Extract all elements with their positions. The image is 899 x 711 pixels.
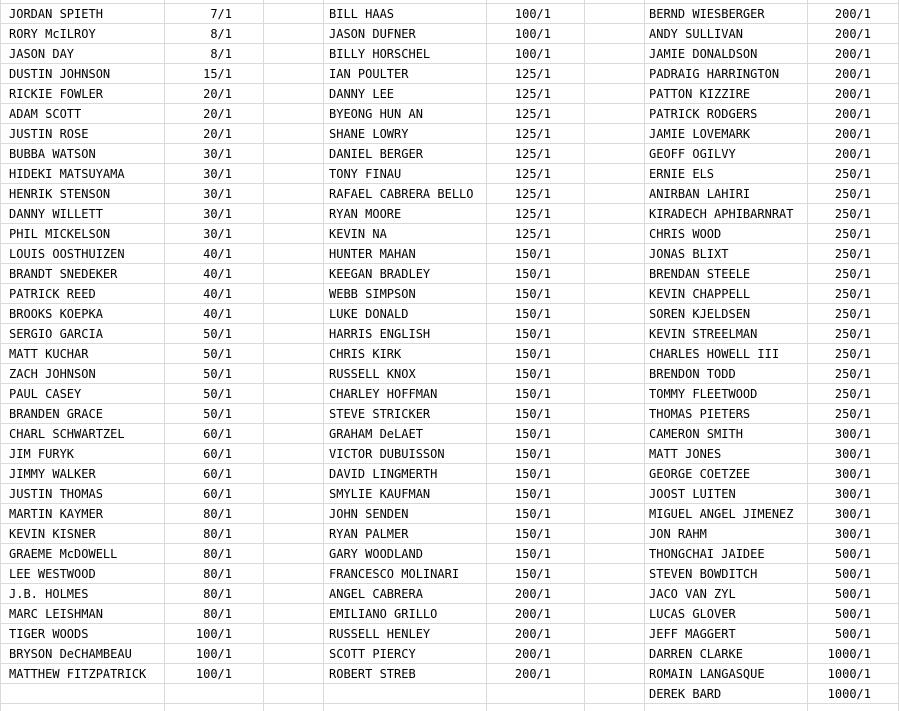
cell-odds[interactable]: 150/1 (514, 387, 551, 401)
cell-odds[interactable]: 150/1 (514, 567, 551, 581)
cell-player-name[interactable]: CHRIS WOOD (649, 227, 722, 241)
cell-player-name[interactable]: HARRIS ENGLISH (329, 327, 431, 341)
cell-player-name[interactable]: THOMAS PIETERS (649, 407, 751, 421)
cell-odds[interactable]: 200/1 (514, 647, 551, 661)
cell-odds[interactable]: 150/1 (514, 267, 551, 281)
cell-player-name[interactable]: LEE WESTWOOD (9, 567, 96, 581)
cell-player-name[interactable]: CHARLES HOWELL III (649, 347, 780, 361)
cell-player-name[interactable]: TONY FINAU (329, 167, 402, 181)
cell-player-name[interactable]: ADAM SCOTT (9, 107, 82, 121)
cell-odds[interactable]: 50/1 (203, 387, 232, 401)
cell-player-name[interactable]: JONAS BLIXT (649, 247, 729, 261)
cell-odds[interactable]: 150/1 (514, 367, 551, 381)
cell-player-name[interactable]: LUCAS GLOVER (649, 607, 736, 621)
cell-odds[interactable]: 150/1 (514, 467, 551, 481)
cell-odds[interactable]: 50/1 (203, 327, 232, 341)
cell-player-name[interactable]: MARC LEISHMAN (9, 607, 103, 621)
cell-odds[interactable]: 200/1 (834, 127, 871, 141)
cell-odds[interactable]: 20/1 (203, 87, 232, 101)
cell-player-name[interactable]: MARTIN KAYMER (9, 507, 103, 521)
cell-odds[interactable]: 200/1 (514, 607, 551, 621)
cell-odds[interactable]: 80/1 (203, 607, 232, 621)
cell-odds[interactable]: 30/1 (203, 147, 232, 161)
cell-odds[interactable]: 250/1 (834, 267, 871, 281)
cell-odds[interactable]: 200/1 (834, 87, 871, 101)
cell-odds[interactable]: 30/1 (203, 187, 232, 201)
cell-player-name[interactable]: CHARLEY HOFFMAN (329, 387, 438, 401)
cell-odds[interactable]: 500/1 (834, 547, 871, 561)
cell-odds[interactable]: 200/1 (514, 587, 551, 601)
cell-player-name[interactable]: DANIEL BERGER (329, 147, 423, 161)
cell-odds[interactable]: 150/1 (514, 347, 551, 361)
cell-player-name[interactable]: CAMERON SMITH (649, 427, 743, 441)
cell-player-name[interactable]: GARY WOODLAND (329, 547, 423, 561)
cell-odds[interactable]: 125/1 (514, 167, 551, 181)
cell-player-name[interactable]: DUSTIN JOHNSON (9, 67, 111, 81)
cell-odds[interactable]: 8/1 (210, 47, 232, 61)
cell-player-name[interactable]: GEOFF OGILVY (649, 147, 736, 161)
cell-player-name[interactable]: RUSSELL HENLEY (329, 627, 431, 641)
cell-odds[interactable]: 100/1 (514, 7, 551, 21)
cell-odds[interactable]: 250/1 (834, 307, 871, 321)
cell-odds[interactable]: 15/1 (203, 67, 232, 81)
cell-odds[interactable]: 250/1 (834, 167, 871, 181)
cell-odds[interactable]: 1000/1 (827, 687, 871, 701)
cell-player-name[interactable]: JIM FURYK (9, 447, 75, 461)
cell-player-name[interactable]: PATRICK RODGERS (649, 107, 758, 121)
cell-player-name[interactable]: JIMMY WALKER (9, 467, 96, 481)
cell-odds[interactable]: 150/1 (514, 487, 551, 501)
cell-odds[interactable]: 30/1 (203, 167, 232, 181)
cell-player-name[interactable]: SCOTT PIERCY (329, 647, 416, 661)
cell-odds[interactable]: 80/1 (203, 587, 232, 601)
cell-odds[interactable]: 60/1 (203, 427, 232, 441)
cell-player-name[interactable]: JOOST LUITEN (649, 487, 736, 501)
cell-odds[interactable]: 200/1 (834, 47, 871, 61)
cell-odds[interactable]: 80/1 (203, 507, 232, 521)
cell-odds[interactable]: 40/1 (203, 307, 232, 321)
cell-odds[interactable]: 1000/1 (827, 647, 871, 661)
cell-player-name[interactable]: DARREN CLARKE (649, 647, 743, 661)
cell-odds[interactable]: 200/1 (834, 27, 871, 41)
cell-odds[interactable]: 1000/1 (827, 667, 871, 681)
cell-player-name[interactable]: CHRIS KIRK (329, 347, 402, 361)
cell-player-name[interactable]: BROOKS KOEPKA (9, 307, 103, 321)
cell-player-name[interactable]: JUSTIN ROSE (9, 127, 89, 141)
cell-player-name[interactable]: RICKIE FOWLER (9, 87, 103, 101)
cell-player-name[interactable]: JASON DUFNER (329, 27, 416, 41)
cell-odds[interactable]: 30/1 (203, 207, 232, 221)
cell-player-name[interactable]: BILLY HORSCHEL (329, 47, 431, 61)
cell-odds[interactable]: 40/1 (203, 287, 232, 301)
cell-player-name[interactable]: PATTON KIZZIRE (649, 87, 751, 101)
cell-odds[interactable]: 125/1 (514, 227, 551, 241)
cell-odds[interactable]: 150/1 (514, 427, 551, 441)
cell-player-name[interactable]: ANGEL CABRERA (329, 587, 423, 601)
grid-column-line (323, 0, 324, 711)
cell-player-name[interactable]: KEVIN CHAPPELL (649, 287, 751, 301)
cell-odds[interactable]: 100/1 (195, 627, 232, 641)
cell-odds[interactable]: 250/1 (834, 407, 871, 421)
cell-player-name[interactable]: LOUIS OOSTHUIZEN (9, 247, 125, 261)
cell-odds[interactable]: 50/1 (203, 367, 232, 381)
cell-player-name[interactable]: JOHN SENDEN (329, 507, 409, 521)
cell-odds[interactable]: 80/1 (203, 567, 232, 581)
cell-player-name[interactable]: SHANE LOWRY (329, 127, 409, 141)
cell-player-name[interactable]: BYEONG HUN AN (329, 107, 423, 121)
cell-odds[interactable]: 250/1 (834, 387, 871, 401)
cell-odds[interactable]: 60/1 (203, 467, 232, 481)
cell-odds[interactable]: 300/1 (834, 507, 871, 521)
cell-odds[interactable]: 125/1 (514, 127, 551, 141)
cell-odds[interactable]: 125/1 (514, 67, 551, 81)
cell-player-name[interactable]: VICTOR DUBUISSON (329, 447, 445, 461)
cell-player-name[interactable]: JEFF MAGGERT (649, 627, 736, 641)
cell-odds[interactable]: 60/1 (203, 487, 232, 501)
cell-player-name[interactable]: J.B. HOLMES (9, 587, 89, 601)
cell-player-name[interactable]: DANNY WILLETT (9, 207, 103, 221)
cell-player-name[interactable]: KEVIN NA (329, 227, 387, 241)
cell-player-name[interactable]: BRANDEN GRACE (9, 407, 103, 421)
cell-odds[interactable]: 200/1 (834, 67, 871, 81)
cell-player-name[interactable]: PAUL CASEY (9, 387, 82, 401)
cell-odds[interactable]: 250/1 (834, 367, 871, 381)
cell-odds[interactable]: 250/1 (834, 207, 871, 221)
cell-odds[interactable]: 500/1 (834, 627, 871, 641)
cell-odds[interactable]: 250/1 (834, 227, 871, 241)
cell-player-name[interactable]: DANNY LEE (329, 87, 395, 101)
cell-odds[interactable]: 150/1 (514, 287, 551, 301)
cell-player-name[interactable]: ROMAIN LANGASQUE (649, 667, 765, 681)
cell-player-name[interactable]: PADRAIG HARRINGTON (649, 67, 780, 81)
cell-player-name[interactable]: KEVIN STREELMAN (649, 327, 758, 341)
cell-player-name[interactable]: SOREN KJELDSEN (649, 307, 751, 321)
cell-odds[interactable]: 100/1 (514, 27, 551, 41)
cell-odds[interactable]: 150/1 (514, 307, 551, 321)
cell-player-name[interactable]: JACO VAN ZYL (649, 587, 736, 601)
cell-player-name[interactable]: BRENDON TODD (649, 367, 736, 381)
cell-odds[interactable]: 300/1 (834, 467, 871, 481)
cell-odds[interactable]: 300/1 (834, 447, 871, 461)
cell-odds[interactable]: 200/1 (834, 7, 871, 21)
cell-odds[interactable]: 500/1 (834, 607, 871, 621)
cell-odds[interactable]: 500/1 (834, 567, 871, 581)
cell-odds[interactable]: 200/1 (834, 147, 871, 161)
cell-odds[interactable]: 250/1 (834, 327, 871, 341)
cell-player-name[interactable]: BRYSON DeCHAMBEAU (9, 647, 132, 661)
cell-player-name[interactable]: DEREK BARD (649, 687, 722, 701)
cell-player-name[interactable]: PATRICK REED (9, 287, 96, 301)
cell-odds[interactable]: 40/1 (203, 267, 232, 281)
cell-player-name[interactable]: TOMMY FLEETWOOD (649, 387, 758, 401)
cell-player-name[interactable]: SERGIO GARCIA (9, 327, 103, 341)
cell-odds[interactable]: 100/1 (195, 647, 232, 661)
cell-player-name[interactable]: JAMIE LOVEMARK (649, 127, 751, 141)
cell-odds[interactable]: 60/1 (203, 447, 232, 461)
cell-player-name[interactable]: GRAHAM DeLAET (329, 427, 423, 441)
cell-odds[interactable]: 125/1 (514, 87, 551, 101)
cell-player-name[interactable]: JORDAN SPIETH (9, 7, 103, 21)
cell-odds[interactable]: 100/1 (195, 667, 232, 681)
cell-player-name[interactable]: ANIRBAN LAHIRI (649, 187, 751, 201)
cell-odds[interactable]: 80/1 (203, 547, 232, 561)
cell-odds[interactable]: 125/1 (514, 147, 551, 161)
cell-player-name[interactable]: GEORGE COETZEE (649, 467, 751, 481)
cell-player-name[interactable]: BILL HAAS (329, 7, 395, 21)
cell-odds[interactable]: 20/1 (203, 127, 232, 141)
grid-column-line (584, 0, 585, 711)
cell-player-name[interactable]: RYAN MOORE (329, 207, 402, 221)
cell-odds[interactable]: 300/1 (834, 427, 871, 441)
cell-odds[interactable]: 250/1 (834, 187, 871, 201)
cell-player-name[interactable]: BRENDAN STEELE (649, 267, 751, 281)
cell-odds[interactable]: 50/1 (203, 347, 232, 361)
cell-player-name[interactable]: JUSTIN THOMAS (9, 487, 103, 501)
cell-player-name[interactable]: MIGUEL ANGEL JIMENEZ (649, 507, 794, 521)
cell-odds[interactable]: 150/1 (514, 547, 551, 561)
cell-player-name[interactable]: RAFAEL CABRERA BELLO (329, 187, 474, 201)
grid-column-line (0, 0, 1, 711)
cell-odds[interactable]: 20/1 (203, 107, 232, 121)
cell-player-name[interactable]: JASON DAY (9, 47, 75, 61)
cell-odds[interactable]: 80/1 (203, 527, 232, 541)
cell-player-name[interactable]: ROBERT STREB (329, 667, 416, 681)
cell-odds[interactable]: 125/1 (514, 187, 551, 201)
cell-odds[interactable]: 300/1 (834, 487, 871, 501)
cell-player-name[interactable]: HIDEKI MATSUYAMA (9, 167, 125, 181)
cell-player-name[interactable]: MATT KUCHAR (9, 347, 89, 361)
cell-player-name[interactable]: LUKE DONALD (329, 307, 409, 321)
cell-player-name[interactable]: MATT JONES (649, 447, 722, 461)
cell-player-name[interactable]: EMILIANO GRILLO (329, 607, 438, 621)
cell-odds[interactable]: 100/1 (514, 47, 551, 61)
cell-player-name[interactable]: SMYLIE KAUFMAN (329, 487, 431, 501)
cell-odds[interactable]: 150/1 (514, 247, 551, 261)
cell-player-name[interactable]: WEBB SIMPSON (329, 287, 416, 301)
cell-player-name[interactable]: STEVE STRICKER (329, 407, 431, 421)
cell-player-name[interactable]: KEVIN KISNER (9, 527, 96, 541)
cell-player-name[interactable]: JON RAHM (649, 527, 707, 541)
cell-player-name[interactable]: RUSSELL KNOX (329, 367, 416, 381)
cell-player-name[interactable]: BUBBA WATSON (9, 147, 96, 161)
cell-player-name[interactable]: ZACH JOHNSON (9, 367, 96, 381)
cell-odds[interactable]: 300/1 (834, 527, 871, 541)
cell-odds[interactable]: 125/1 (514, 207, 551, 221)
cell-player-name[interactable]: GRAEME McDOWELL (9, 547, 118, 561)
cell-player-name[interactable]: IAN POULTER (329, 67, 409, 81)
cell-player-name[interactable]: ERNIE ELS (649, 167, 715, 181)
cell-player-name[interactable]: RORY McILROY (9, 27, 96, 41)
cell-player-name[interactable]: TIGER WOODS (9, 627, 89, 641)
cell-odds[interactable]: 250/1 (834, 287, 871, 301)
cell-player-name[interactable]: DAVID LINGMERTH (329, 467, 438, 481)
cell-odds[interactable]: 150/1 (514, 327, 551, 341)
cell-player-name[interactable]: CHARL SCHWARTZEL (9, 427, 125, 441)
cell-odds[interactable]: 40/1 (203, 247, 232, 261)
cell-odds[interactable]: 50/1 (203, 407, 232, 421)
cell-player-name[interactable]: ANDY SULLIVAN (649, 27, 743, 41)
cell-player-name[interactable]: KIRADECH APHIBARNRAT (649, 207, 794, 221)
cell-odds[interactable]: 200/1 (514, 627, 551, 641)
cell-odds[interactable]: 250/1 (834, 247, 871, 261)
cell-player-name[interactable]: THONGCHAI JAIDEE (649, 547, 765, 561)
cell-odds[interactable]: 200/1 (514, 667, 551, 681)
cell-player-name[interactable]: STEVEN BOWDITCH (649, 567, 758, 581)
grid-column-line (263, 0, 264, 711)
cell-player-name[interactable]: JAMIE DONALDSON (649, 47, 758, 61)
cell-odds[interactable]: 150/1 (514, 447, 551, 461)
cell-odds[interactable]: 30/1 (203, 227, 232, 241)
cell-player-name[interactable]: KEEGAN BRADLEY (329, 267, 431, 281)
cell-odds[interactable]: 125/1 (514, 107, 551, 121)
cell-player-name[interactable]: BRANDT SNEDEKER (9, 267, 118, 281)
cell-odds[interactable]: 150/1 (514, 407, 551, 421)
cell-player-name[interactable]: FRANCESCO MOLINARI (329, 567, 460, 581)
cell-player-name[interactable]: HENRIK STENSON (9, 187, 111, 201)
cell-player-name[interactable]: MATTHEW FITZPATRICK (9, 667, 147, 681)
cell-odds[interactable]: 500/1 (834, 587, 871, 601)
cell-odds[interactable]: 7/1 (210, 7, 232, 21)
cell-odds[interactable]: 8/1 (210, 27, 232, 41)
cell-odds[interactable]: 250/1 (834, 347, 871, 361)
cell-player-name[interactable]: PHIL MICKELSON (9, 227, 111, 241)
grid-column-line (644, 0, 645, 711)
cell-odds[interactable]: 150/1 (514, 527, 551, 541)
cell-odds[interactable]: 150/1 (514, 507, 551, 521)
cell-player-name[interactable]: BERND WIESBERGER (649, 7, 765, 21)
cell-player-name[interactable]: HUNTER MAHAN (329, 247, 416, 261)
cell-player-name[interactable]: RYAN PALMER (329, 527, 409, 541)
cell-odds[interactable]: 200/1 (834, 107, 871, 121)
